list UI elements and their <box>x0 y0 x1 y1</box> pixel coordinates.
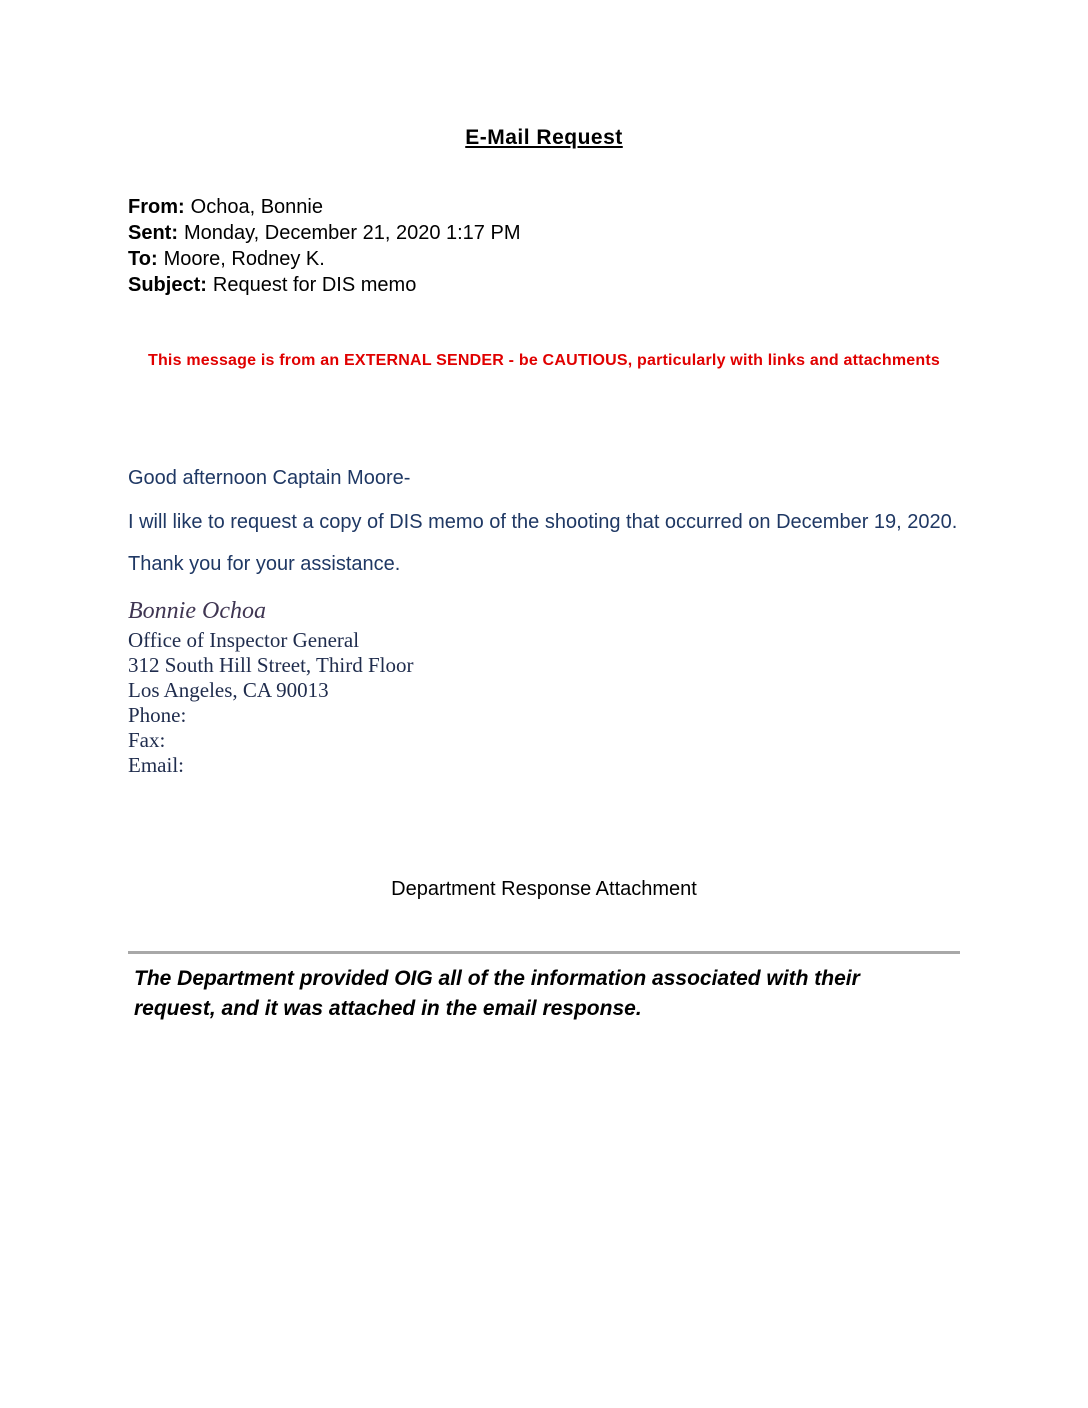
section-divider-line <box>128 951 960 954</box>
sent-value: Monday, December 21, 2020 1:17 PM <box>184 222 521 244</box>
email-header-row-to <box>128 246 960 272</box>
signature-email: Email: <box>128 753 184 777</box>
from-label: From: <box>128 196 185 218</box>
greeting-line: Good afternoon Captain Moore- <box>128 467 411 489</box>
external-sender-warning: This message is from an EXTERNAL SENDER - be CAUTIOUS, particularly with links and attachments <box>147 352 940 369</box>
signature-street: 312 South Hill Street, Third Floor <box>128 653 414 677</box>
email-body <box>128 464 960 578</box>
to-label: To: <box>128 248 158 270</box>
request-paragraph: I will like to request a copy of DIS memo of the shooting that occurred on December 19, 2020. <box>128 511 958 533</box>
email-header-row-from <box>128 194 960 220</box>
department-response-note: The Department provided OIG all of the information associated with their request, and it was attached in the email response. <box>134 967 860 1020</box>
sent-label: Sent: <box>128 222 178 244</box>
document-title: E-Mail Request <box>465 126 623 149</box>
signature-block <box>128 596 960 778</box>
attachment-section-heading: Department Response Attachment <box>391 878 697 900</box>
from-value: Ochoa, Bonnie <box>190 196 323 218</box>
subject-label: Subject: <box>128 274 207 296</box>
email-header-block <box>128 194 960 298</box>
signature-fax: Fax: <box>128 728 166 752</box>
subject-value: Request for DIS memo <box>212 274 417 296</box>
email-header-row-sent <box>128 220 960 246</box>
email-header-row-subject <box>128 272 960 298</box>
signature-city: Los Angeles, CA 90013 <box>128 678 329 702</box>
thanks-line: Thank you for your assistance. <box>128 553 401 575</box>
signature-org: Office of Inspector General <box>128 628 360 652</box>
signature-phone: Phone: <box>128 703 187 727</box>
signature-name: Bonnie Ochoa <box>128 598 266 624</box>
to-value: Moore, Rodney K. <box>163 248 325 270</box>
